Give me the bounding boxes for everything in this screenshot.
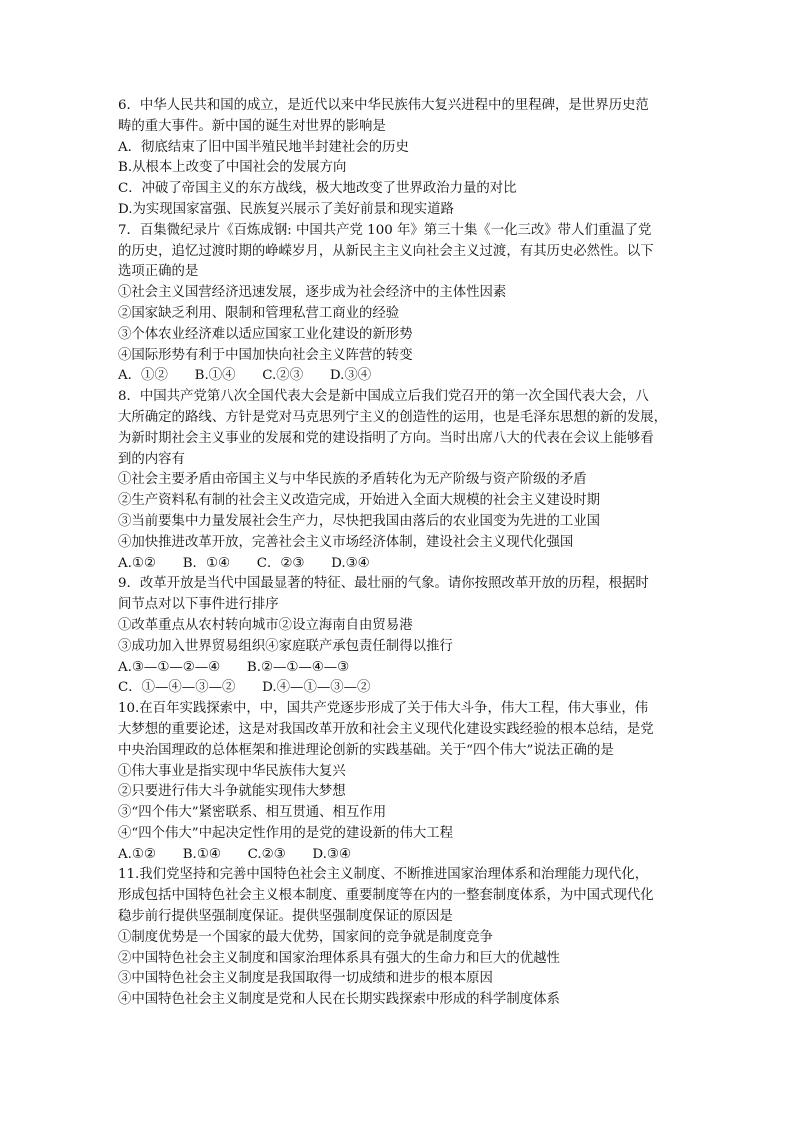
statement-item: ①制度优势是一个国家的最大优势，国家间的竞争就是制度竞争 [118, 929, 493, 945]
question-10 [118, 699, 686, 865]
question-stem-line: 为新时期社会主义事业的发展和党的建设指明了方向。当时出席八大的代表在会议上能够看 [118, 430, 654, 446]
question-6 [118, 96, 686, 221]
question-stem-line: 选项正确的是 [118, 264, 199, 280]
statement-item: ①社会主义国营经济迅速发展，逐步成为社会经济中的主体性因素 [118, 285, 507, 301]
statement-item: ④国际形势有利于中国加快向社会主义阵营的转变 [118, 347, 413, 363]
question-stem-line: 大梦想的重要论述，这是对我国改革开放和社会主义现代化建设实践经验的根本总结，是党 [118, 721, 654, 737]
question-stem-line: 稳步前行提供坚强制度保证。提供坚强制度保证的原因是 [118, 909, 453, 925]
question-stem-line: 9．改革开放是当代中国最显著的特征、最壮丽的气象。请你按照改革开放的历程，根据时 [118, 576, 649, 592]
question-9 [118, 574, 686, 699]
answer-option: C．冲破了帝国主义的东方战线，极大地改变了世界政治力量的对比 [118, 181, 517, 197]
answer-options-row: A.①② B．①④ C．②③ D.③④ [118, 555, 370, 571]
question-stem-line: 畴的重大事件。新中国的诞生对世界的影响是 [118, 118, 386, 134]
answer-option: B.从根本上改变了中国社会的发展方向 [118, 160, 347, 176]
question-stem-line: 到的内容有 [118, 451, 185, 467]
question-11 [118, 865, 686, 1011]
question-stem-line: 6．中华人民共和国的成立，是近代以来中华民族伟大复兴进程中的里程碑，是世界历史范 [118, 98, 649, 113]
statement-item: ③“四个伟大”紧密联系、相互贯通、相互作用 [118, 805, 387, 821]
question-stem-line: 的历史，追忆过渡时期的峥嵘岁月，从新民主主义向社会主义过渡，有其历史必然性。以下 [118, 243, 654, 259]
question-8 [118, 387, 686, 574]
statement-item: ③成功加入世界贸易组织④家庭联产承包责任制得以推行 [118, 638, 453, 654]
answer-option: A．彻底结束了旧中国半殖民地半封建社会的历史 [118, 139, 409, 155]
answer-options-row: A．①② B.①④ C.②③ D.③④ [118, 368, 372, 384]
statement-item: ④“四个伟大”中起决定性作用的是党的建设新的伟大工程 [118, 825, 454, 841]
statement-item: ④中国特色社会主义制度是党和人民在长期实践探索中形成的科学制度体系 [118, 992, 560, 1008]
question-stem-line: 形成包括中国特色社会主义根本制度、重要制度等在内的一整套制度体系，为中国式现代化 [118, 888, 654, 904]
statement-item: ②国家缺乏利用、限制和管理私营工商业的经验 [118, 305, 400, 321]
answer-option: D.为实现国家富强、民族复兴展示了美好前景和现实道路 [118, 201, 454, 217]
answer-options-row: A.③—①—②—④ B.②—①—④—③ [118, 659, 350, 675]
exam-page [118, 96, 686, 1011]
statement-item: ②生产资料私有制的社会主义改造完成，开始进入全面大规模的社会主义建设时期 [118, 493, 601, 509]
statement-item: ①伟大事业是指实现中华民族伟大复兴 [118, 763, 346, 779]
statement-item: ②中国特色社会主义制度和国家治理体系具有强大的生命力和巨大的优越性 [118, 950, 560, 966]
statement-item: ④加快推进改革开放，完善社会主义市场经济体制，建设社会主义现代化强国 [118, 534, 574, 550]
question-7 [118, 221, 686, 387]
statement-item: ③中国特色社会主义制度是我国取得一切成绩和进步的根本原因 [118, 971, 493, 987]
question-stem-line: 大所确定的路线、方针是党对马克思列宁主义的创造性的运用，也是毛泽东思想的新的发展， [118, 409, 668, 425]
question-stem-line: 间节点对以下事件进行排序 [118, 597, 279, 613]
question-stem-line: 7．百集微纪录片《百炼成钢: 中国共产党 100 年》第三十集《一化三改》带人们重温了党 [118, 222, 652, 238]
statement-item: ②只要进行伟大斗争就能实现伟大梦想 [118, 784, 346, 800]
question-stem-line: 10.在百年实践探索中，中，国共产党逐步形成了关于伟大斗争，伟大工程，伟大事业，伟 [118, 701, 649, 717]
statement-item: ③当前要集中力量发展社会生产力，尽快把我国由落后的农业国变为先进的工业国 [118, 513, 601, 529]
answer-options-row: A.①② B.①④ C.②③ D.③④ [118, 846, 351, 862]
question-stem-line: 11.我们党坚持和完善中国特色社会主义制度、不断推进国家治理体系和治理能力现代化， [118, 867, 649, 883]
statement-item: ③个体农业经济难以适应国家工业化建设的新形势 [118, 326, 413, 342]
statement-item: ①社会主要矛盾由帝国主义与中华民族的矛盾转化为无产阶级与资产阶级的矛盾 [118, 472, 587, 488]
answer-options-row: C．①—④—③—② D.④—①—③—② [118, 680, 371, 696]
statement-item: ①改革重点从农村转向城市②设立海南自由贸易港 [118, 617, 413, 633]
question-stem-line: 中央治国理政的总体框架和推进理论创新的实践基础。关于“四个伟大”说法正确的是 [118, 742, 614, 758]
question-stem-line: 8．中国共产党第八次全国代表大会是新中国成立后我们党召开的第一次全国代表大会，八 [118, 389, 649, 405]
